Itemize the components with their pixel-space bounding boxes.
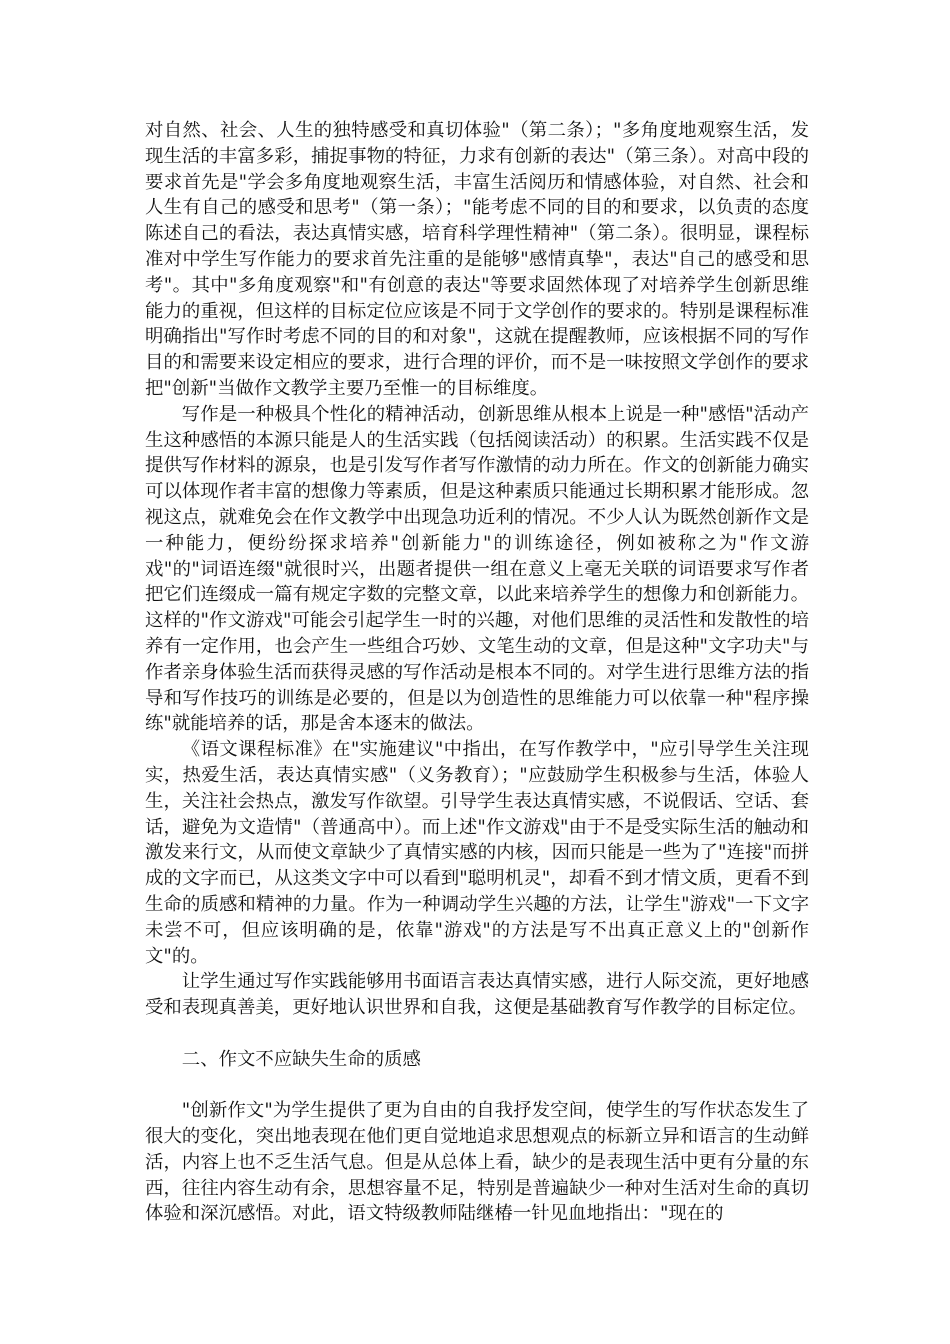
spacer xyxy=(145,1072,809,1098)
paragraph-goal-positioning: 让学生通过写作实践能够用书面语言表达真情实感，进行人际交流，更好地感受和表现真善美，更好地认识世界和自我，这便是基础教育写作教学的目标定位。 xyxy=(145,971,809,1019)
paragraph-continued: 对自然、社会、人生的独特感受和真切体验"（第二条）；"多角度地观察生活，发现生活的丰富多彩，捕捉事物的特征，力求有创新的表达"（第三条）。对高中段的要求首先是"学会多角度地观察生活，丰富生活阅历和情感体验，对自然、社会和人生有自己的感受和思考"（第一条）；"能考虑不同的目的和要求，以负责的态度陈述自己的看法，表达真情实感，培育科学理性精神"（第二条）。很明显，课程标准对中学生写作能力的要求首先注重的是能够"感情真挚"，表达"自己的感受和思考"。其中"多角度观察"和"有创意的表达"等要求固然体现了对培养学生创新思维能力的重视，但这样的目标定位应该是不同于文学创作的要求的。特别是课程标准明确指出"写作时考虑不同的目的和对象"，这就在提醒教师，应该根据不同的写作目的和需要来设定相应的要求，进行合理的评价，而不是一味按照文学创作的要求把"创新"当做作文教学主要乃至惟一的目标维度。 xyxy=(145,120,809,399)
section-heading: 二、作文不应缺失生命的质感 xyxy=(181,1048,421,1070)
spacer xyxy=(145,1021,809,1047)
paragraph-curriculum-standard: 《语文课程标准》在"实施建议"中指出，在写作教学中，"应引导学生关注现实，热爱生活，表达真情实感"（义务教育）；"应鼓励学生积极参与生活，体验人生，关注社会热点，激发写作欲望。引导学生表达真情实感，不说假话、空话、套话，避免为文造情"（普通高中）。而上述"作文游戏"由于不是受实际生活的触动和激发来行文，从而使文章缺少了真情实感的内核，因而只能是一些为了"连接"而拼成的文字而已，从这类文字中可以看到"聪明机灵"，却看不到才情文质，更看不到生命的质感和精神的力量。作为一种调动学生兴趣的方法，让学生"游戏"一下文字未尝不可，但应该明确的是，依靠"游戏"的方法是写不出真正意义上的"创新作文"的。 xyxy=(145,739,809,967)
paragraph-writing-activity: 写作是一种极具个性化的精神活动，创新思维从根本上说是一种"感悟"活动产生这种感悟的本源只能是人的生活实践（包括阅读活动）的积累。生活实践不仅是提供写作材料的源泉，也是引发写作者写作激情的动力所在。作文的创新能力确实可以体现作者丰富的想像力等素质，但是这种素质只能通过长期积累才能形成。忽视这点，就难免会在作文教学中出现急功近利的情况。不少人认为既然创新作文是一种能力，便纷纷探求培养"创新能力"的训练途径，例如被称之为"作文游戏"的"词语连缀"就很时兴，出题者提供一组在意义上毫无关联的词语要求写作者把它们连缀成一篇有规定字数的完整文章，以此来培养学生的想像力和创新能力。这样的"作文游戏"可能会引起学生一时的兴趣，对他们思维的灵活性和发散性的培养有一定作用，也会产生一些组合巧妙、文笔生动的文章，但是这种"文字功夫"与作者亲身体验生活而获得灵感的写作活动是根本不同的。对学生进行思维方法的指导和写作技巧的训练是必要的，但是以为创造性的思维能力可以依靠一种"程序操练"就能培养的话，那是舍本逐末的做法。 xyxy=(145,403,809,735)
paragraph-innovative-composition: "创新作文"为学生提供了更为自由的自我抒发空间，使学生的写作状态发生了很大的变化，突出地表现在他们更自觉地追求思想观点的标新立异和语言的生动鲜活，内容上也不乏生活气息。但是从总体上看，缺少的是表现生活中更有分量的东西，往往内容生动有余，思想容量不足，特别是普遍缺少一种对生活对生命的真切体验和深沉感悟。对此，语文特级教师陆继椿一针见血地指出："现在的 xyxy=(145,1100,809,1225)
document-body xyxy=(145,118,809,1227)
